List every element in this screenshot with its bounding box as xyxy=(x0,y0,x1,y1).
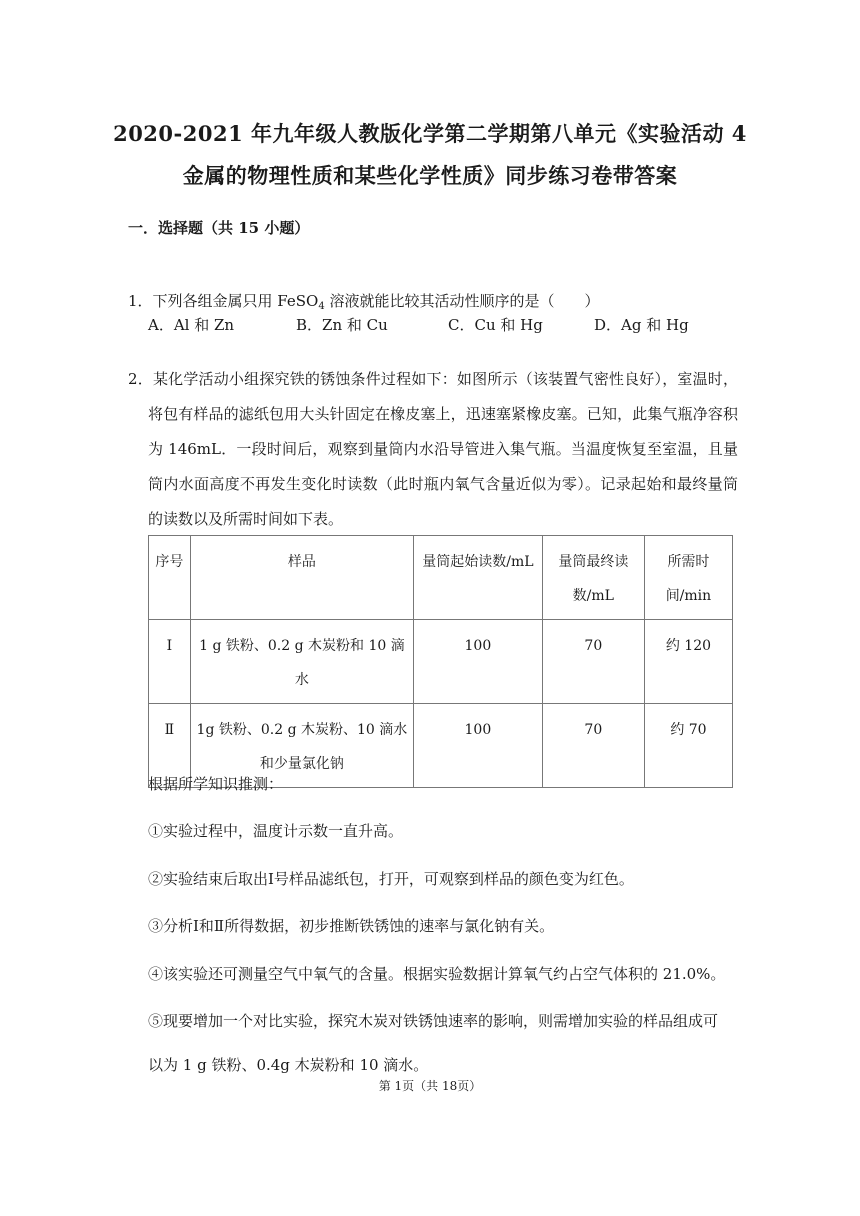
statement-2: ②实验结束后取出Ⅰ号样品滤纸包，打开，可观察到样品的颜色变为红色。 xyxy=(148,870,634,888)
page-footer: 第 1页（共 18页） xyxy=(378,1079,482,1093)
question-2-stem: 2．某化学活动小组探究铁的锈蚀条件过程如下：如图所示（该装置气密性良好），室温时，将包有样品的滤纸包用大头针固定在橡皮塞上，迅速塞紧橡皮塞。已知，此集气瓶净容积为 146mL．一段时间后，观察到量筒内水沿导管进入集气瓶。当温度恢复至室温，且量筒内水面高度不再发生变化时读数（此时瓶内氧气含量近似为零）。记录起始和最终量筒的读数以及所需时间如下表。 xyxy=(128,370,738,528)
question-1-option-d: D．Ag 和 Hg xyxy=(594,316,689,334)
table-header-cell: 量筒最终读数/mL xyxy=(542,536,644,620)
table-header-cell: 样品 xyxy=(190,536,413,620)
statement-1: ①实验过程中，温度计示数一直升高。 xyxy=(148,822,404,840)
experiment-table xyxy=(148,535,733,788)
statement-3: ③分析Ⅰ和Ⅱ所得数据，初步推断铁锈蚀的速率与氯化钠有关。 xyxy=(148,917,555,935)
table-cell: Ⅱ xyxy=(149,704,191,788)
question-1-stem-after: 溶液就能比较其活动性顺序的是（ ） xyxy=(324,292,600,310)
question-1-option-c: C．Cu 和 Hg xyxy=(448,316,543,334)
table-cell: Ⅰ xyxy=(149,620,191,704)
inference-intro: 根据所学知识推测： xyxy=(148,775,284,793)
table-header-row xyxy=(149,536,733,620)
table-cell: 1g 铁粉、0.2 g 木炭粉、10 滴水和少量氯化钠 xyxy=(190,704,413,788)
question-1-stem-before: 1．下列各组金属只用 FeSO xyxy=(128,292,319,310)
table-cell: 约 70 xyxy=(644,704,732,788)
statement-5-continued: 以为 1 g 铁粉、0.4g 木炭粉和 10 滴水。 xyxy=(148,1056,429,1074)
question-1-subscript: 4 xyxy=(318,301,325,312)
document-title-line2: 金属的物理性质和某些化学性质》同步练习卷带答案 xyxy=(182,163,678,188)
document-title-line1: 2020-2021 年九年级人教版化学第二学期第八单元《实验活动 4 xyxy=(113,121,747,146)
table-header-cell: 序号 xyxy=(149,536,191,620)
table-cell: 100 xyxy=(414,704,543,788)
section-heading: 一．选择题（共 15 小题） xyxy=(128,219,310,237)
table-cell: 1 g 铁粉、0.2 g 木炭粉和 10 滴水 xyxy=(190,620,413,704)
statement-5: ⑤现要增加一个对比实验，探究木炭对铁锈蚀速率的影响，则需增加实验的样品组成可 xyxy=(148,1012,719,1030)
question-1-option-a: A．Al 和 Zn xyxy=(148,316,235,334)
table-cell: 70 xyxy=(542,620,644,704)
table-cell: 70 xyxy=(542,704,644,788)
table-row xyxy=(149,620,733,704)
question-1-option-b: B．Zn 和 Cu xyxy=(296,316,388,334)
statement-4: ④该实验还可测量空气中氧气的含量。根据实验数据计算氧气约占空气体积的 21.0%。 xyxy=(148,965,726,983)
table-header-cell: 量筒起始读数/mL xyxy=(414,536,543,620)
table-cell: 100 xyxy=(414,620,543,704)
question-1-stem xyxy=(128,290,600,312)
table-header-cell: 所需时间/min xyxy=(644,536,732,620)
table-cell: 约 120 xyxy=(644,620,732,704)
